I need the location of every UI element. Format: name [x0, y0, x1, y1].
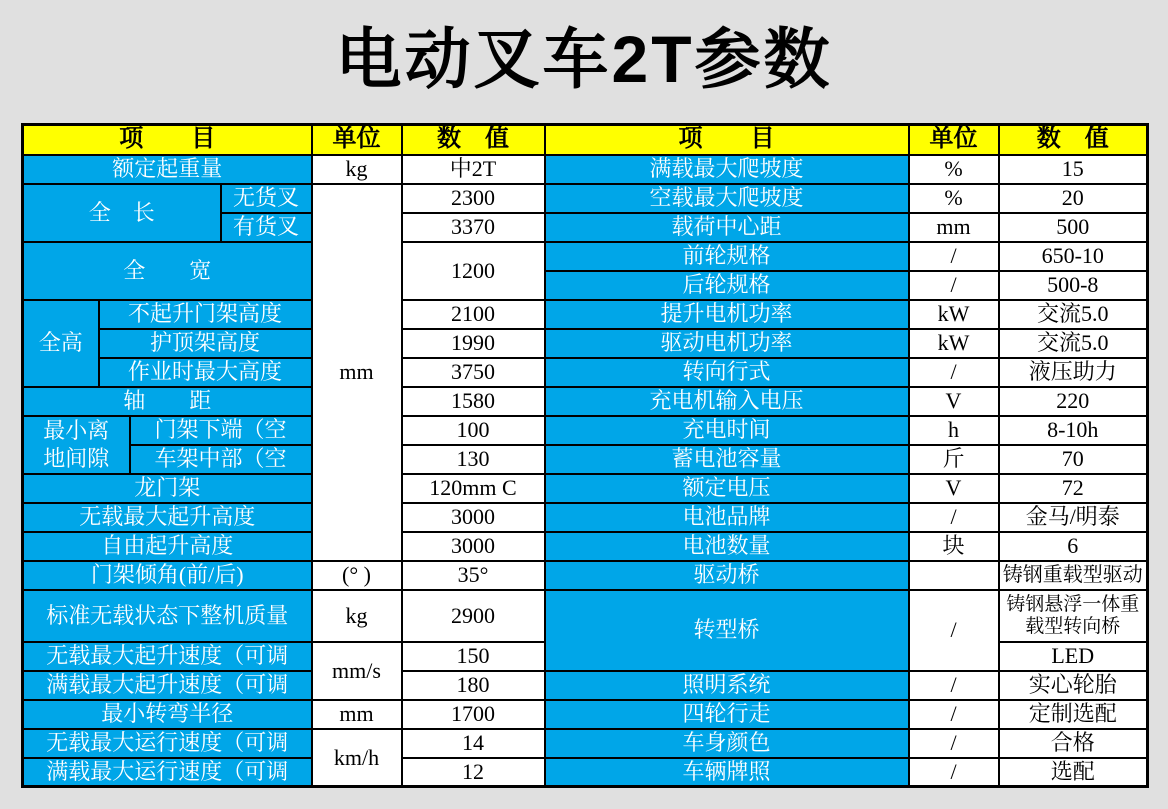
value-cell: 6: [999, 532, 1148, 561]
sub-item-cell: 护顶架高度: [99, 329, 312, 358]
value-cell: 70: [999, 445, 1148, 474]
value-cell: 12: [402, 758, 545, 787]
unit-cell: mm: [909, 213, 999, 242]
unit-cell: /: [909, 242, 999, 271]
unit-cell: /: [909, 358, 999, 387]
table-row: [23, 474, 1148, 503]
value-cell: 120mm C: [402, 474, 545, 503]
value-cell: 1580: [402, 387, 545, 416]
item-cell: 门架倾角(前/后): [23, 561, 312, 590]
item-cell: 全高: [23, 300, 99, 387]
value-cell: 35°: [402, 561, 545, 590]
unit-cell: /: [909, 729, 999, 758]
item-cell: 蓄电池容量: [545, 445, 909, 474]
table-row: [23, 758, 1148, 787]
unit-cell: /: [909, 590, 999, 671]
sub-item-cell: 车架中部（空: [130, 445, 312, 474]
value-cell: 实心轮胎: [999, 671, 1148, 700]
unit-cell: kW: [909, 300, 999, 329]
value-cell: 180: [402, 671, 545, 700]
unit-cell: /: [909, 503, 999, 532]
value-cell: 72: [999, 474, 1148, 503]
unit-cell: %: [909, 155, 999, 184]
value-cell: 1700: [402, 700, 545, 729]
value-cell: 1990: [402, 329, 545, 358]
unit-cell: 斤: [909, 445, 999, 474]
item-cell: 空载最大爬坡度: [545, 184, 909, 213]
value-cell: 交流5.0: [999, 300, 1148, 329]
value-cell: 220: [999, 387, 1148, 416]
table-row: [23, 387, 1148, 416]
item-cell: 后轮规格: [545, 271, 909, 300]
value-cell: 8-10h: [999, 416, 1148, 445]
unit-cell: [909, 561, 999, 590]
item-cell: 转向行式: [545, 358, 909, 387]
value-cell: 3000: [402, 532, 545, 561]
value-cell: 金马/明泰: [999, 503, 1148, 532]
value-cell: 20: [999, 184, 1148, 213]
item-cell: 额定电压: [545, 474, 909, 503]
value-cell: 100: [402, 416, 545, 445]
value-cell: 15: [999, 155, 1148, 184]
value-cell: 3370: [402, 213, 545, 242]
table-row: [23, 416, 1148, 445]
item-cell: 驱动电机功率: [545, 329, 909, 358]
item-cell: 车身颜色: [545, 729, 909, 758]
table-row: [23, 184, 1148, 213]
unit-cell: /: [909, 758, 999, 787]
item-cell: 满载最大起升速度（可调: [23, 671, 312, 700]
unit-cell: h: [909, 416, 999, 445]
table-row: [23, 242, 1148, 271]
value-cell: 合格: [999, 729, 1148, 758]
unit-cell: 块: [909, 532, 999, 561]
item-cell: 提升电机功率: [545, 300, 909, 329]
spec-table: [21, 123, 1149, 788]
value-cell: 定制选配: [999, 700, 1148, 729]
value-cell: 3750: [402, 358, 545, 387]
table-row: [23, 155, 1148, 184]
unit-cell: V: [909, 387, 999, 416]
unit-cell: /: [909, 271, 999, 300]
item-cell: 电池品牌: [545, 503, 909, 532]
sub-item-cell: 门架下端（空: [130, 416, 312, 445]
unit-cell: kg: [312, 590, 402, 642]
unit-cell: mm/s: [312, 642, 402, 700]
item-cell: [23, 416, 130, 474]
value-cell: 铸钢重载型驱动: [999, 561, 1148, 590]
item-cell: 标准无载状态下整机质量: [23, 590, 312, 642]
item-cell: 满载最大爬坡度: [545, 155, 909, 184]
item-cell: 照明系统: [545, 671, 909, 700]
value-cell: 2300: [402, 184, 545, 213]
value-cell: 液压助力: [999, 358, 1148, 387]
item-cell: 最小转弯半径: [23, 700, 312, 729]
unit-cell: %: [909, 184, 999, 213]
item-cell: 充电时间: [545, 416, 909, 445]
value-cell: 铸钢悬浮一体重载型转向桥: [999, 590, 1148, 642]
item-cell: 驱动桥: [545, 561, 909, 590]
item-cell: 满载最大运行速度（可调: [23, 758, 312, 787]
item-cell: 龙门架: [23, 474, 312, 503]
item-cell: 无载最大起升速度（可调: [23, 642, 312, 671]
unit-cell: /: [909, 671, 999, 700]
header-item-left: 项 目: [23, 125, 312, 155]
value-cell: 500-8: [999, 271, 1148, 300]
item-cell: 转型桥: [545, 590, 909, 671]
sub-item-cell: 无货叉: [221, 184, 312, 213]
table-row: [23, 358, 1148, 387]
sub-item-cell: 作业时最大高度: [99, 358, 312, 387]
item-cell: 载荷中心距: [545, 213, 909, 242]
table-row: [23, 503, 1148, 532]
value-cell: 130: [402, 445, 545, 474]
unit-cell: km/h: [312, 729, 402, 787]
value-cell: 500: [999, 213, 1148, 242]
item-cell: 全 宽: [23, 242, 312, 300]
table-row: [23, 700, 1148, 729]
table-row: [23, 329, 1148, 358]
table-row: [23, 561, 1148, 590]
header-row: [23, 125, 1148, 155]
value-cell: 3000: [402, 503, 545, 532]
item-label: 最小离地间隙: [43, 418, 110, 471]
item-cell: 无载最大起升高度: [23, 503, 312, 532]
header-unit-right: 单位: [909, 125, 999, 155]
item-cell: 额定起重量: [23, 155, 312, 184]
value-cell: 650-10: [999, 242, 1148, 271]
value-cell: 中2T: [402, 155, 545, 184]
item-cell: 车辆牌照: [545, 758, 909, 787]
table-row: [23, 532, 1148, 561]
unit-cell: kg: [312, 155, 402, 184]
sub-item-cell: 不起升门架高度: [99, 300, 312, 329]
table-row: [23, 590, 1148, 642]
item-cell: 无载最大运行速度（可调: [23, 729, 312, 758]
unit-cell-mm-merged: mm: [312, 184, 402, 561]
value-cell: 2100: [402, 300, 545, 329]
value-cell: 选配: [999, 758, 1148, 787]
value-cell: 1200: [402, 242, 545, 300]
unit-cell: /: [909, 700, 999, 729]
table-row: [23, 445, 1148, 474]
value-cell: 150: [402, 642, 545, 671]
item-cell: 电池数量: [545, 532, 909, 561]
value-cell: LED: [999, 642, 1148, 671]
item-cell: 前轮规格: [545, 242, 909, 271]
table-row: [23, 671, 1148, 700]
value-cell: 14: [402, 729, 545, 758]
header-item-right: 项 目: [545, 125, 909, 155]
value-cell: 交流5.0: [999, 329, 1148, 358]
unit-cell: mm: [312, 700, 402, 729]
item-cell: 四轮行走: [545, 700, 909, 729]
unit-cell: kW: [909, 329, 999, 358]
sub-item-cell: 有货叉: [221, 213, 312, 242]
header-value-right: 数 值: [999, 125, 1148, 155]
unit-cell: V: [909, 474, 999, 503]
unit-cell: (° ): [312, 561, 402, 590]
table-row: [23, 729, 1148, 758]
item-cell: 自由起升高度: [23, 532, 312, 561]
header-value-left: 数 值: [402, 125, 545, 155]
item-cell: 轴 距: [23, 387, 312, 416]
value-cell: 2900: [402, 590, 545, 642]
table-row: [23, 300, 1148, 329]
page-title: 电动叉车2T参数: [335, 22, 833, 96]
item-cell: 充电机输入电压: [545, 387, 909, 416]
item-cell: 全 长: [23, 184, 221, 242]
header-unit-left: 单位: [312, 125, 402, 155]
